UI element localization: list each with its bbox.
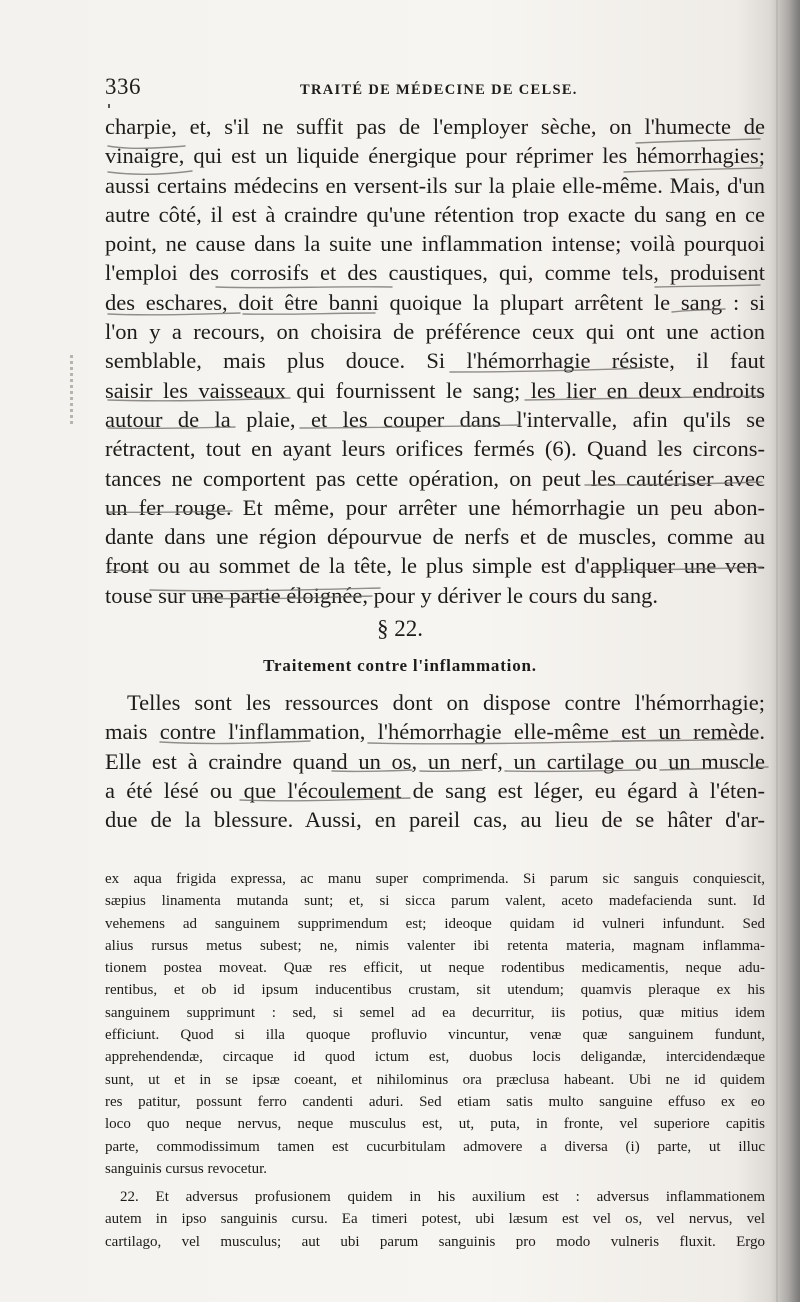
text-line: charpie, et, s'il ne suffit pas de l'employer sèche, on l'humecte de bbox=[105, 114, 765, 139]
text-line: l'emploi des corrosifs et des caustiques, qui, comme tels, produisent bbox=[105, 260, 765, 286]
page-number: 336 bbox=[105, 74, 141, 99]
text-line: l'on y a recours, on choisira de préférence ceux qui ont une action bbox=[105, 319, 765, 345]
latin-line: 22. Et adversus profusionem quidem in his auxilium est : adversus inflammationem bbox=[120, 1189, 765, 1205]
text-line: rétractent, tout en ayant leurs orifices fermés (6). Quand les circons- bbox=[105, 436, 765, 462]
text-line: Telles sont les ressources dont on dispose contre l'hémorrhagie; bbox=[127, 690, 765, 715]
text-line: dante dans une région dépourvue de nerfs et de muscles, comme au bbox=[105, 524, 765, 550]
text-line: autre côté, il est à craindre qu'une rétention trop exacte du sang en ce bbox=[105, 201, 765, 227]
text-line: tances ne comportent pas cette opération, on peut les cautériser avec bbox=[105, 465, 765, 491]
latin-line: apprehendendæ, circaque id quod ictum est, duobus locis deligandæ, intercidendæque bbox=[105, 1049, 765, 1066]
latin-section-block bbox=[105, 1186, 765, 1253]
latin-line: ex aqua frigida expressa, ac manu super comprimenda. Si parum sic sanguis conquiescit, bbox=[105, 871, 765, 887]
text-line: aussi certains médecins en versent-ils sur la plaie elle-même. Mais, d'un bbox=[105, 172, 765, 198]
latin-line: loco quo neque nervus, neque musculus est, ut, puta, in fronte, vel superiore capitis bbox=[105, 1116, 765, 1133]
latin-line: cartilago, vel musculus; aut ubi parum sanguinis pro modo vulneris fluxit. Ergo bbox=[105, 1233, 765, 1250]
section-text-block bbox=[105, 688, 765, 834]
text-line: des eschares, doit être banni quoique la plupart arrêtent le sang : si bbox=[105, 289, 765, 315]
latin-line: sunt, ut et in se ipsæ coeant, et nihilominus ora præclusa habeant. Ubi ne id quidem bbox=[105, 1071, 765, 1088]
section-title: Traitement contre l'inflammation. bbox=[263, 656, 537, 675]
text-line: point, ne cause dans la suite une inflammation intense; voilà pourquoi bbox=[105, 231, 765, 257]
text-line: un fer rouge. Et même, pour arrêter une hémorrhagie un peu abon- bbox=[105, 494, 765, 520]
text-line: mais contre l'inflammation, l'hémorrhagie elle-même est un remède. bbox=[105, 719, 765, 745]
latin-line: efficiunt. Quod si illa quoque profluvio vincuntur, venæ quæ sanguinem fundunt, bbox=[105, 1027, 765, 1044]
book-spine-shadow bbox=[770, 0, 800, 1302]
ink-dot bbox=[108, 104, 110, 108]
text-line: vinaigre, qui est un liquide énergique pour réprimer les hémorrhagies; bbox=[105, 143, 765, 169]
latin-footnote-block bbox=[105, 868, 765, 1180]
latin-line: sanguinem supprimunt : sed, si semel ad ea decurritur, iis potius, quæ mitius idem bbox=[105, 1004, 765, 1021]
text-line: saisir les vaisseaux qui fournissent le sang; les lier en deux endroits bbox=[105, 377, 765, 403]
latin-line: alius rursus metus subest; ne, nimis valenter ibi retenta materia, magnam inflamma- bbox=[105, 937, 765, 954]
running-title: TRAITÉ DE MÉDECINE DE CELSE. bbox=[300, 82, 578, 98]
text-line: a été lésé ou que l'écoulement de sang est léger, eu égard à l'éten- bbox=[105, 777, 765, 803]
latin-line: tionem postea moveat. Quæ res efficit, ut neque rodentibus medicamentis, neque adu- bbox=[105, 960, 765, 977]
section-number: § 22. bbox=[377, 616, 423, 641]
latin-line: sæpius linamenta mutanda sunt; et, si sicca parum valent, aceto madefacienda sunt. Id bbox=[105, 893, 765, 910]
french-text-block bbox=[105, 112, 765, 610]
latin-line: res patitur, possunt ferro candenti aduri. Sed etiam satis multo sanguine effuso ex eo bbox=[105, 1093, 765, 1110]
latin-line: parte, commodissimum tamen est cucurbitulam admovere a diversa (i) parte, ut illuc bbox=[105, 1138, 765, 1155]
text-line: autour de la plaie, et les couper dans l'intervalle, afin qu'ils se bbox=[105, 406, 765, 432]
text-line: semblable, mais plus douce. Si l'hémorrhagie résiste, il faut bbox=[105, 348, 765, 374]
margin-pencil-mark bbox=[70, 355, 73, 425]
text-line: touse sur une partie éloignée, pour y dériver le cours du sang. bbox=[105, 582, 658, 608]
text-line: Elle est à craindre quand un os, un nerf, un cartilage ou un muscle bbox=[105, 748, 765, 774]
latin-line: autem in ipso sanguinis cursu. Ea timeri potest, ubi læsum est vel os, vel nervus, vel bbox=[105, 1211, 765, 1228]
text-line: front ou au sommet de la tête, le plus simple est d'appliquer une ven- bbox=[105, 553, 765, 579]
latin-line: rentibus, et ob id ipsum inducentibus crustam, sit utendum; quamvis pleraque ex his bbox=[105, 982, 765, 999]
latin-line: vehemens ad sanguinem supprimendum est; ideoque quidam id vulneri infundunt. Sed bbox=[105, 915, 765, 932]
latin-line: sanguinis cursus revocetur. bbox=[105, 1160, 268, 1177]
text-line: due de la blessure. Aussi, en pareil cas, au lieu de se hâter d'ar- bbox=[105, 807, 765, 833]
page-edge-line bbox=[776, 0, 778, 1302]
